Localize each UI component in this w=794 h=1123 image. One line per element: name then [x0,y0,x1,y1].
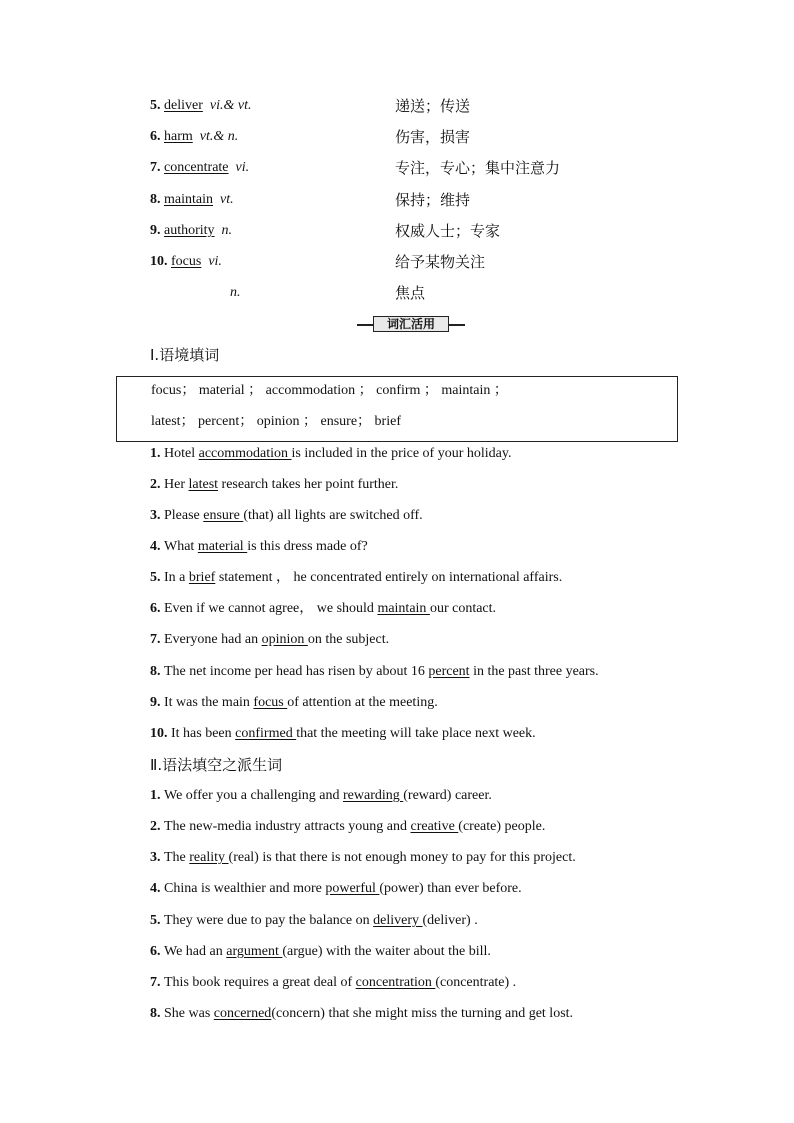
vocab-meaning: 递送；传送 [395,97,471,115]
vocab-extra-meaning: 焦点 [395,284,426,302]
exercise-item: 3. Please ensure (that) all lights are switched off. [150,508,423,523]
answer-blank: creative [410,819,459,834]
answer-blank: reality [189,850,229,865]
vocab-word: concentrate [164,160,229,175]
answer-blank: concentration [355,975,436,990]
vocab-pos: vi. [208,254,222,269]
answer-blank: argument [226,944,283,959]
answer-blank: ensure [203,508,244,523]
answer-blank: focus [253,695,288,710]
vocab-row: 9. authority n. [150,223,233,238]
word-bank-line: latest； percent； opinion ； ensure； brief [151,414,401,429]
vocab-meaning: 保持；维持 [395,191,471,209]
exercise-item: 2. Her latest research takes her point further. [150,477,399,492]
exercise-item: 7. Everyone had an opinion on the subject. [150,632,390,647]
banner-label: 词汇活用 [373,316,449,332]
vocab-pos: vt.& n. [199,129,239,144]
answer-blank: brief [188,570,216,585]
section1-title: Ⅰ.语境填词 [150,346,220,364]
banner-rule-right [447,324,465,326]
exercise-item: 6. We had an argument (argue) with the waiter about the bill. [150,944,491,959]
answer-blank: delivery [373,913,423,928]
exercise-item: 9. It was the main focus of attention at the meeting. [150,695,438,710]
exercise-item: 3. The reality (real) is that there is not enough money to pay for this project. [150,850,576,865]
exercise-item: 4. What material is this dress made of? [150,539,368,554]
exercise-item: 2. The new-media industry attracts young and creative (create) people. [150,819,546,834]
vocab-row: 6. harm vt.& n. [150,129,239,144]
answer-blank: rewarding [343,788,404,803]
vocab-word: authority [164,223,215,238]
vocab-row: 7. concentrate vi. [150,160,250,175]
exercise-item: 10. It has been confirmed that the meeting will take place next week. [150,726,536,741]
vocab-pos: n. [221,223,233,238]
exercise-item: 6. Even if we cannot agree， we should maintain our contact. [150,601,497,616]
vocab-word: deliver [164,98,203,113]
vocab-word: maintain [164,192,213,207]
vocab-word: harm [164,129,193,144]
answer-blank: powerful [325,881,380,896]
exercise-item: 1. Hotel accommodation is included in the price of your holiday. [150,446,512,461]
vocab-extra-pos: n. [230,285,241,300]
vocab-row: 10. focus vi. [150,254,222,269]
vocab-meaning: 专注，专心；集中注意力 [395,159,561,177]
answer-blank: material [197,539,248,554]
exercise-item: 5. They were due to pay the balance on delivery (deliver) . [150,913,478,928]
answer-blank: latest [188,477,219,492]
exercise-item: 1. We offer you a challenging and rewarding (reward) career. [150,788,492,803]
vocab-pos: vi.& vt. [209,98,252,113]
vocab-meaning: 伤害，损害 [395,128,471,146]
word-bank-box [116,376,678,442]
section-banner [357,316,465,332]
vocab-row: 5. deliver vi.& vt. [150,98,252,113]
section2-title: Ⅱ.语法填空之派生词 [150,756,283,774]
exercise-item: 7. This book requires a great deal of concentration (concentrate) . [150,975,517,990]
vocab-row: 8. maintain vt. [150,192,234,207]
vocab-word: focus [171,254,202,269]
exercise-item: 8. The net income per head has risen by about 16 percent in the past three years. [150,664,599,679]
vocab-meaning: 给予某物关注 [395,253,486,271]
word-bank-line: focus； material ； accommodation ； confirm ； maintain ； [151,383,508,398]
answer-blank: opinion [261,632,308,647]
answer-blank: concerned [213,1006,272,1021]
answer-blank: percent [428,664,470,679]
exercise-item: 4. China is wealthier and more powerful (power) than ever before. [150,881,522,896]
answer-blank: accommodation [198,446,292,461]
answer-blank: maintain [377,601,430,616]
exercise-item: 5. In a brief statement ， he concentrated entirely on international affairs. [150,570,563,585]
vocab-meaning: 权威人士；专家 [395,222,501,240]
vocab-pos: vi. [235,160,250,175]
exercise-item: 8. She was concerned(concern) that she might miss the turning and get lost. [150,1006,574,1021]
vocab-pos: vt. [220,192,234,207]
answer-blank: confirmed [235,726,297,741]
